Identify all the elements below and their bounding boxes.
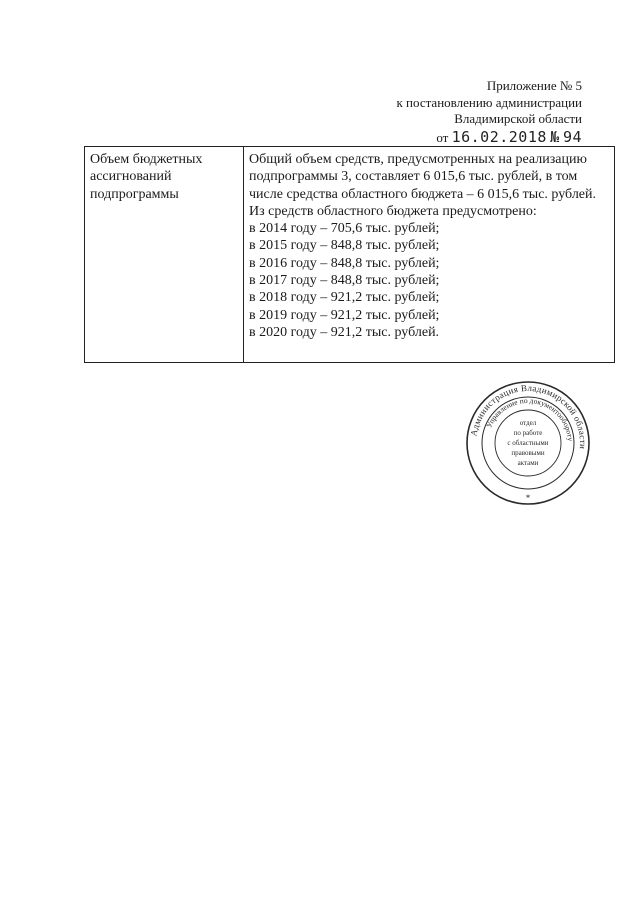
year-item-2017: в 2017 году – 848,8 тыс. рублей;	[249, 273, 440, 289]
appendix-header	[282, 78, 582, 146]
stamp-inner-text: Управление по документообороту	[484, 395, 575, 442]
stamp-center-text	[507, 419, 548, 467]
year-item-2016: в 2016 году – 848,8 тыс. рублей;	[249, 255, 440, 271]
stamp-star-icon: *	[525, 493, 531, 503]
stamped-date: 16.02.2018	[451, 127, 547, 146]
budget-label-cell	[85, 147, 244, 363]
year-item-2015: в 2015 году – 848,8 тыс. рублей;	[249, 238, 440, 254]
table-row	[85, 147, 615, 363]
budget-label: Объем бюджетных ассигнований подпрограммы	[90, 152, 203, 202]
number-sign: №	[550, 127, 560, 146]
stamp-outer-text: Администрация Владимирской области	[468, 382, 589, 450]
stamp-center-line: отдел	[519, 419, 537, 427]
document-number: 94	[562, 127, 582, 146]
appendix-number: Приложение № 5	[486, 78, 582, 93]
budget-intro: Из средств областного бюджета предусмотрено:	[249, 203, 537, 219]
appendix-resolution-ref: к постановлению администрации	[396, 94, 582, 110]
year-item-2014: в 2014 году – 705,6 тыс. рублей;	[249, 221, 440, 237]
stamp-center-line: актами	[517, 459, 539, 467]
budget-table	[84, 146, 615, 363]
budget-value-cell	[244, 147, 615, 363]
appendix-date-row	[282, 129, 582, 147]
official-stamp	[465, 380, 591, 506]
date-prefix: от	[436, 129, 449, 145]
stamp-seal-graphic	[465, 380, 591, 506]
budget-description: Общий объем средств, предусмотренных на реализацию подпрограммы 3, составляет 6 015,6 тыс. рублей, в том числе средства областного бюджета – 6 015,6 тыс. рублей.	[249, 152, 597, 202]
year-item-2018: в 2018 году – 921,2 тыс. рублей;	[249, 290, 440, 306]
year-item-2019: в 2019 году – 921,2 тыс. рублей;	[249, 307, 440, 323]
stamp-center-line: с областными	[507, 439, 549, 447]
stamp-center-line: по работе	[513, 429, 543, 437]
year-item-2020: в 2020 году – 921,2 тыс. рублей.	[249, 324, 440, 340]
appendix-region: Владимирской области	[454, 111, 582, 126]
stamp-center-line: правовыми	[511, 449, 545, 457]
